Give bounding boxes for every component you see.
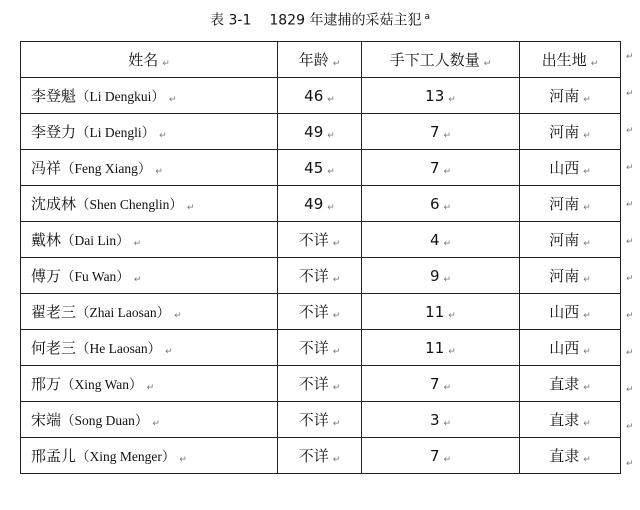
paragraph-mark-icon: ↵: [152, 419, 160, 429]
paragraph-mark-icon: ↵: [159, 131, 167, 141]
name-romanized: （Song Duan）: [61, 413, 149, 428]
table-row: [21, 78, 621, 114]
paragraph-mark-icon: ↵: [133, 239, 142, 249]
paragraph-mark-icon: ↵: [168, 95, 177, 105]
cell-name: [21, 366, 278, 402]
paragraph-mark-icon: ↵: [327, 94, 335, 105]
paragraph-mark-icon: ↵: [583, 311, 591, 321]
cell-age: 49 ↵: [278, 186, 362, 222]
name-romanized: （Li Dengli）: [76, 125, 156, 140]
cell-name: [21, 258, 278, 294]
table-row: [21, 150, 621, 186]
paragraph-mark-icon: ↵: [443, 238, 452, 249]
cell-birthplace: 直隶 ↵: [520, 438, 621, 474]
paragraph-mark-icon: ↵: [448, 346, 456, 357]
paragraph-mark-icon: ↵: [583, 95, 591, 105]
name-chinese: 邢万: [31, 375, 62, 393]
table-body: [21, 78, 621, 474]
table-row: [21, 294, 621, 330]
cell-name: [21, 330, 278, 366]
cell-workers: 13 ↵: [362, 78, 520, 114]
paragraph-mark-icon: ↵: [133, 275, 142, 285]
cell-age: 不详 ↵: [278, 258, 362, 294]
cell-name: [21, 438, 278, 474]
table-row: [21, 114, 621, 150]
table-row: [21, 258, 621, 294]
name-chinese: 傅万: [31, 267, 62, 285]
cell-name: [21, 78, 278, 114]
cell-workers: 7 ↵: [362, 114, 520, 150]
table-row: [21, 186, 621, 222]
name-chinese: 宋端: [31, 411, 62, 429]
paragraph-mark-icon: ↵: [162, 59, 170, 69]
cell-birthplace: 山西 ↵: [520, 294, 621, 330]
cell-birthplace: 河南 ↵: [520, 114, 621, 150]
paragraph-mark-icon: ↵: [583, 239, 591, 249]
paragraph-mark-icon: ↵: [332, 275, 341, 285]
paragraph-mark-icon: ↵: [583, 419, 591, 429]
cell-birthplace: 山西 ↵: [520, 150, 621, 186]
row-end-mark-icon: ↵: [626, 52, 634, 62]
paragraph-mark-icon: ↵: [327, 130, 335, 141]
paragraph-mark-icon: ↵: [332, 59, 341, 69]
paragraph-mark-icon: ↵: [448, 310, 456, 321]
row-end-mark-icon: ↵: [626, 385, 634, 395]
cell-age: 45 ↵: [278, 150, 362, 186]
paragraph-mark-icon: ↵: [583, 275, 591, 285]
paragraph-mark-icon: ↵: [327, 202, 335, 213]
paragraph-mark-icon: ↵: [443, 202, 452, 213]
paragraph-mark-icon: ↵: [332, 455, 341, 465]
paragraph-mark-icon: ↵: [583, 347, 591, 357]
name-romanized: （Xing Wan）: [61, 377, 143, 392]
cell-workers: 11 ↵: [362, 330, 520, 366]
name-romanized: （Li Dengkui）: [76, 89, 165, 104]
name-romanized: （Feng Xiang）: [61, 161, 152, 176]
name-romanized: （Zhai Laosan）: [76, 305, 171, 320]
header-age: 年龄 ↵: [278, 42, 362, 78]
cell-name: [21, 114, 278, 150]
name-chinese: 翟老三: [31, 303, 77, 321]
caption-text: 1829 年逮捕的采菇主犯: [269, 12, 422, 29]
row-end-mark-icon: ↵: [626, 163, 634, 173]
paragraph-mark-icon: ↵: [583, 455, 591, 465]
name-chinese: 沈成林: [31, 195, 77, 213]
caption-label: 表 3-1: [210, 12, 252, 29]
name-romanized: （Xing Menger）: [76, 449, 176, 464]
cell-workers: 7 ↵: [362, 150, 520, 186]
paragraph-mark-icon: ↵: [583, 383, 591, 393]
table-row: [21, 438, 621, 474]
cell-workers: 4 ↵: [362, 222, 520, 258]
paragraph-mark-icon: ↵: [165, 347, 173, 357]
name-chinese: 邢孟儿: [31, 447, 77, 465]
row-end-mark-icon: ↵: [626, 274, 634, 284]
row-end-mark-icon: ↵: [626, 126, 634, 136]
cell-age: 不详 ↵: [278, 402, 362, 438]
name-romanized: （Shen Chenglin）: [76, 197, 183, 212]
paragraph-mark-icon: ↵: [146, 383, 155, 393]
name-chinese: 李登力: [31, 123, 77, 141]
cell-birthplace: 山西 ↵: [520, 330, 621, 366]
header-birthplace: 出生地 ↵: [520, 42, 621, 78]
table-row: [21, 402, 621, 438]
name-chinese: 戴林: [31, 231, 62, 249]
row-end-mark-icon: ↵: [626, 311, 634, 321]
row-end-mark-icon: ↵: [626, 237, 634, 247]
arrest-table: [20, 41, 621, 474]
paragraph-mark-icon: ↵: [174, 311, 182, 321]
paragraph-mark-icon: ↵: [179, 455, 187, 465]
cell-age: 46 ↵: [278, 78, 362, 114]
cell-workers: 7 ↵: [362, 438, 520, 474]
paragraph-mark-icon: ↵: [155, 167, 163, 177]
header-workers: 手下工人数量 ↵: [362, 42, 520, 78]
row-end-mark-icon: ↵: [626, 348, 634, 358]
paragraph-mark-icon: ↵: [327, 166, 335, 177]
cell-birthplace: 河南 ↵: [520, 258, 621, 294]
name-chinese: 李登魁: [31, 87, 77, 105]
cell-name: [21, 150, 278, 186]
paragraph-mark-icon: ↵: [443, 166, 452, 177]
cell-birthplace: 河南 ↵: [520, 222, 621, 258]
name-romanized: （Dai Lin）: [61, 233, 130, 248]
cell-workers: 11 ↵: [362, 294, 520, 330]
cell-age: 不详 ↵: [278, 222, 362, 258]
name-romanized: （He Laosan）: [76, 341, 162, 356]
paragraph-mark-icon: ↵: [332, 383, 341, 393]
cell-birthplace: 直隶 ↵: [520, 402, 621, 438]
row-end-mark-icon: ↵: [626, 422, 634, 432]
name-chinese: 何老三: [31, 339, 77, 357]
row-end-mark-icon: ↵: [626, 200, 634, 210]
paragraph-mark-icon: ↵: [332, 419, 341, 429]
name-romanized: （Fu Wan）: [61, 269, 130, 284]
cell-age: 不详 ↵: [278, 366, 362, 402]
row-end-mark-icon: ↵: [626, 89, 634, 99]
paragraph-mark-icon: ↵: [483, 59, 492, 69]
cell-name: [21, 294, 278, 330]
table-row: [21, 222, 621, 258]
table-caption: [0, 8, 640, 30]
paragraph-mark-icon: ↵: [448, 94, 456, 105]
table-header-row: [21, 42, 621, 78]
cell-workers: 7 ↵: [362, 366, 520, 402]
cell-birthplace: 直隶 ↵: [520, 366, 621, 402]
paragraph-mark-icon: ↵: [332, 347, 341, 357]
cell-age: 不详 ↵: [278, 330, 362, 366]
cell-age: 不详 ↵: [278, 294, 362, 330]
paragraph-mark-icon: ↵: [443, 274, 452, 285]
paragraph-mark-icon: ↵: [583, 131, 591, 141]
paragraph-mark-icon: ↵: [590, 59, 599, 69]
paragraph-mark-icon: ↵: [583, 167, 591, 177]
paragraph-mark-icon: ↵: [443, 418, 452, 429]
caption-footnote-marker: a: [424, 12, 430, 22]
cell-workers: 9 ↵: [362, 258, 520, 294]
row-end-mark-icon: ↵: [626, 459, 634, 469]
cell-age: 49 ↵: [278, 114, 362, 150]
cell-workers: 6 ↵: [362, 186, 520, 222]
table-row: [21, 330, 621, 366]
name-chinese: 冯祥: [31, 159, 62, 177]
cell-name: [21, 402, 278, 438]
cell-birthplace: 河南 ↵: [520, 78, 621, 114]
cell-name: [21, 222, 278, 258]
paragraph-mark-icon: ↵: [332, 311, 341, 321]
cell-age: 不详 ↵: [278, 438, 362, 474]
cell-birthplace: 河南 ↵: [520, 186, 621, 222]
table-row: [21, 366, 621, 402]
cell-workers: 3 ↵: [362, 402, 520, 438]
cell-name: [21, 186, 278, 222]
paragraph-mark-icon: ↵: [332, 239, 341, 249]
paragraph-mark-icon: ↵: [443, 382, 452, 393]
header-name: 姓名 ↵: [21, 42, 278, 78]
paragraph-mark-icon: ↵: [583, 203, 591, 213]
paragraph-mark-icon: ↵: [443, 454, 452, 465]
paragraph-mark-icon: ↵: [186, 203, 195, 213]
paragraph-mark-icon: ↵: [443, 130, 452, 141]
